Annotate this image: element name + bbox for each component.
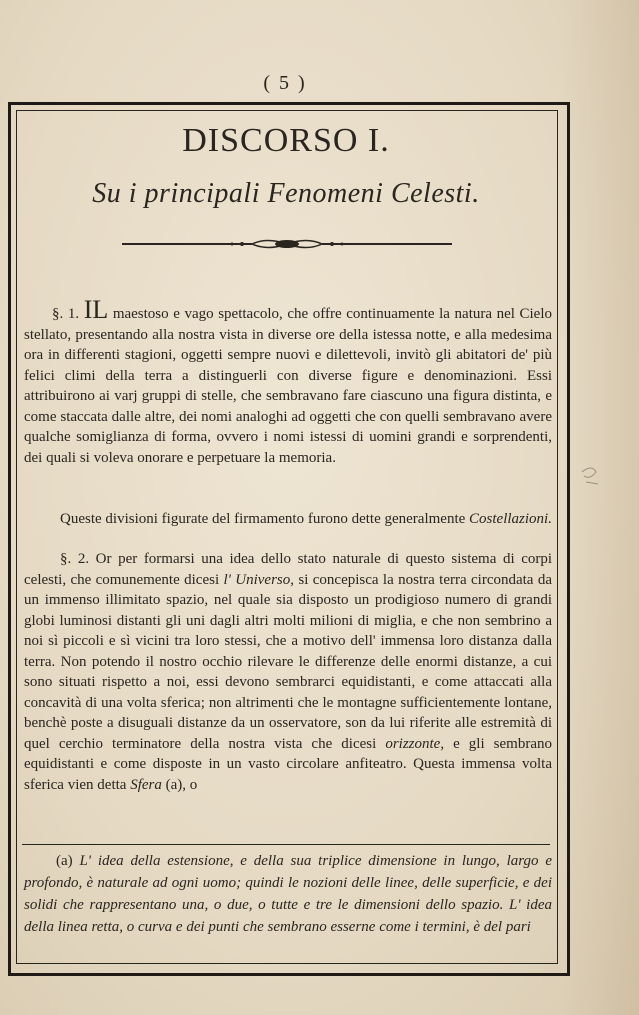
paragraph-costellazioni: [24, 509, 552, 530]
chapter-title: DISCORSO I.: [182, 122, 390, 159]
emphasis-term: Costellazioni.: [469, 511, 552, 527]
footnote: [24, 850, 552, 938]
section-number: §. 2.: [60, 551, 90, 567]
paragraph-text: Or per formarsi una idea dello stato naturale di questo sistema di corpi celesti, che comunemente dicesi: [24, 551, 553, 588]
paragraph-text: Queste divisioni figurate del firmamento furono dette generalmente: [60, 511, 470, 527]
paragraph-text: , e gli sembrano equidistanti e come disposte in un vasto circolare anfiteatro. Questa immensa volta sferica vien detta: [24, 735, 552, 793]
page-edge-shadow: [560, 0, 639, 1015]
paragraph-text: maestoso e vago spettacolo, che offre continuamente la natura nel Cielo stellato, presentando alla nostra vista in diverse ore della istessa notte, e alla medesima ora in differenti stagioni, oggetti sempre nuovi e dilettevoli, invitò gli abitatori de' più felici climi della terra a distinguerli con diverse figure e denominazioni. Essi attribuirono ai varj gruppi di stelle, che sembravano fare ciascuno una figura distinta, e come staccata dalle altre, dei nomi analoghi ad oggetti che con quelli sembravano avere qualche somiglianza di forma, ovvero i nomi istessi di uomini grandi e sorprendenti, dei quali si voleva onorare e perpetuare la memoria.: [24, 306, 553, 466]
paragraph-text: , si concepisca la nostra terra circondata da un immenso illimitato spazio, nel quale sia disposto un prodigioso numero di grandi globi luminosi distanti gli uni dagli altri molti milioni di miglia, e che non sembrino a noi sì piccoli e sì vicini tra loro stessi, che a motivo dell' immensa loro distanza dalla terra. Non potendo il nostro occhio rilevare le differenze delle enormi distanze, a cui sono situati rispetto a noi, essi devono sembrarci equidistanti, e come attaccati alla concavità di una volta sferica; non altrimenti che le montagne sufficientemente lontane, benchè poste a disuguali distanze da un osservatore, son da lui riferite alle estremità di quel cerchio terminatore della nostra vista che dicesi: [24, 571, 552, 752]
section-number: §. 1.: [52, 306, 80, 322]
emphasis-term: Sfera: [130, 776, 162, 793]
paragraph-section-2: [24, 549, 552, 795]
emphasis-term: orizzonte: [385, 735, 441, 752]
decorative-divider-ornament: [122, 236, 452, 252]
dropcap: IL: [83, 295, 109, 324]
chapter-subtitle: Su i principali Fenomeni Celesti.: [92, 178, 480, 209]
footnote-separator: [22, 844, 550, 845]
footnote-marker: (a): [56, 853, 73, 869]
margin-pencil-mark: [578, 462, 602, 492]
paragraph-section-1: [24, 295, 553, 468]
emphasis-term: l' Universo: [223, 571, 291, 588]
footnote-text: L' idea della estensione, e della sua triplice dimensione in lungo, largo e profondo, è naturale ad ogni uomo; quindi le nozioni delle linee, delle superficie, e dei solidi che rappresentano una, o due, o tutte e tre le dimensioni dello spazio. L' idea della linea retta, o curva e dei punti che sembrano esserne come i termini, è del pari: [24, 853, 552, 935]
page-number: ( 5 ): [263, 72, 307, 94]
paragraph-text: (a), o: [161, 776, 198, 793]
